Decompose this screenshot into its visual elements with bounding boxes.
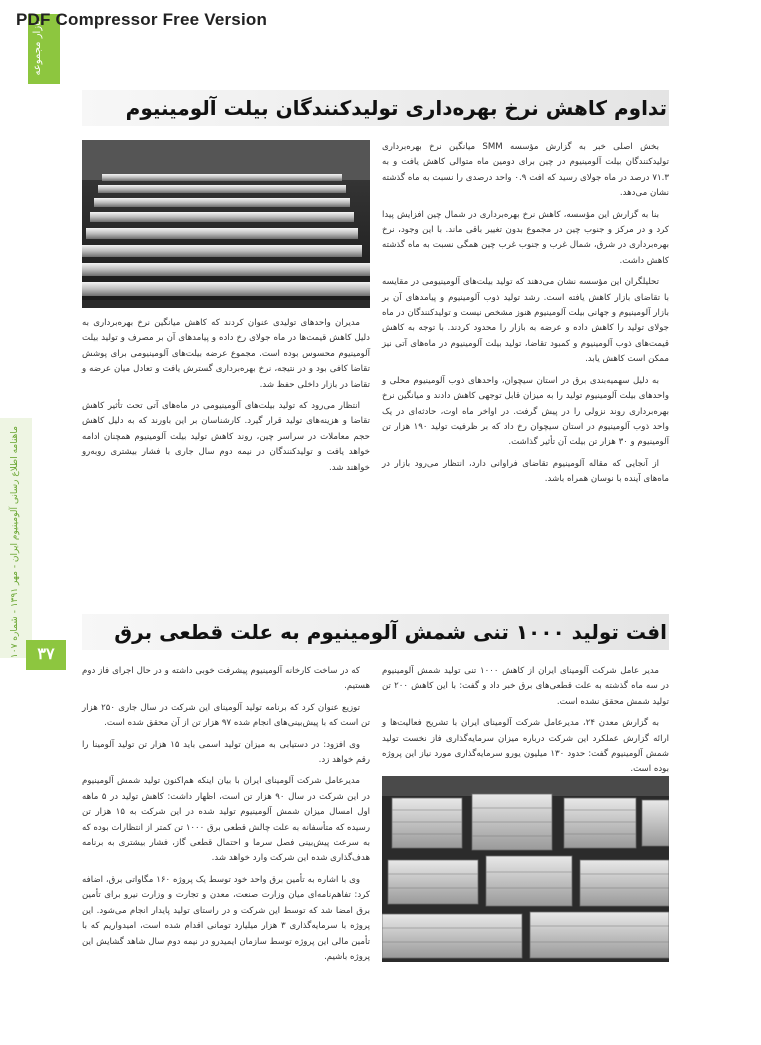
article1-paragraph: از آنجایی که مقاله آلومینیوم تقاضای فراوانی دارد، انتظار می‌رود بازار در ماه‌های آینده با نوسان همراه باشد.: [382, 458, 669, 485]
article1-paragraph: بخش اصلی خبر به گزارش مؤسسه SMM میانگین نرخ بهره‌برداری تولیدکنندگان بیلت آلومینیوم در چین برای دومین ماه متوالی کاهش یافت و به ۷۱.۳ درصد در ماه جولای رسید که افت ۰.۹ واحد درصدی را نسبت به ماه گذشته نشان می‌دهد.: [382, 142, 669, 199]
article1-left-column: [82, 316, 370, 482]
article1-paragraph: بنا به گزارش این مؤسسه، کاهش نرخ بهره‌برداری در شمال چین افزایش پیدا کرد و در مرکز و جنوب چین در مجموع بدون تغییر باقی ماند. با این وجود، نرخ بهره‌برداری در شرق، شمال غرب و جنوب غرب چین همگی نسبت به ماه گذشته کاهش داشت.: [382, 209, 669, 266]
article1-title: تداوم کاهش نرخ بهره‌داری تولیدکنندگان بیلت آلومینیوم: [125, 96, 667, 120]
article2-paragraph: به گزارش معدن ۲۴، مدیرعامل شرکت آلومینای ایران با تشریح فعالیت‌ها و ارائه گزارش عملکرد این شرکت درباره میزان سرمایه‌گذاری فاز نخست تولید شمش آلومینیوم گفت: حدود ۱۳۰ میلیون یورو سرمایه‌گذاری مورد نیاز این پروژه بوده است.: [382, 718, 669, 775]
article2-paragraph: مدیر عامل شرکت آلومینای ایران از کاهش ۱۰۰۰ تنی تولید شمش آلومینیوم در سه ماه گذشته به علت قطعی‌های برق خبر داد و گفت: با این کاهش ۲۰۰ تن تولید شمش محقق نشده است.: [382, 666, 669, 707]
article1-left-paragraph: مدیران واحدهای تولیدی عنوان کردند که کاهش میانگین نرخ بهره‌برداری به دلیل کاهش قیمت‌ها در ماه جولای رخ داده و پیامدهای آن بر مصرف و تولید بیلت آلومینیوم محسوس بوده است. مجموع عرضه بیلت‌های آلومینیومی برای پوشش تقاضا کافی بود و در نتیجه، نرخ بهره‌برداری گسترش یافت و تعادل میان عرضه و تقاضا در بازار داخلی حفظ شد.: [82, 318, 370, 390]
section-tab-label: بازار مجموعه: [32, 20, 43, 76]
billets-photo: [82, 140, 370, 308]
page-number: ۳۷: [26, 640, 66, 670]
article2-left-paragraph: توزیع عنوان کرد که برنامه تولید آلومینای این شرکت در سال جاری ۲۵۰ هزار تن است که با پیش‌بینی‌های انجام شده ۹۷ هزار تن از آن محقق شده است.: [82, 702, 370, 729]
article1-right-column: [382, 140, 669, 494]
article1-left-paragraph: انتظار می‌رود که تولید بیلت‌های آلومینیومی در ماه‌های آتی تحت تأثیر کاهش تقاضا و هزینه‌های تولید قرار گیرد. کارشناسان بر این باورند که به دلیل کاهش حجم معاملات در سراسر چین، روند کاهش تولید بیلت آلومینیوم همچنان ادامه خواهد یافت و تولیدکنندگان در نیمه دوم سال جاری با فشار بیشتری روبه‌رو خواهند شد.: [82, 401, 370, 473]
article2-left-paragraph: وی افزود: در دستیابی به میزان تولید اسمی باید ۱۵ هزار تن تولید آلومینا را رقم خواهد زد.: [82, 739, 370, 766]
article2-title: افت تولید ۱۰۰۰ تنی شمش آلومینیوم به علت قطعی برق: [114, 620, 667, 644]
article2-left-paragraph: که در ساخت کارخانه آلومینیوم پیشرفت خوبی داشته و در حال اجرای فاز دوم هستیم.: [82, 666, 370, 692]
side-strip: [0, 418, 32, 658]
article1-paragraph: تحلیلگران این مؤسسه نشان می‌دهند که تولید بیلت‌های آلومینیومی در مقایسه با تقاضای بازار کاهش یافته است. رشد تولید ذوب آلومینیوم و پیامدهای آن بر بازار آلومینیوم و جهانی بیلت آلومینیوم هنوز مشخص نیست و تولیدکنندگان در ماه جولای تولید را کاهش داده و عرضه به بازار را محدود کردند. با توجه به کاهش قیمت‌های ذوب آلومینیوم و کمبود تقاضا، تولید بیلت آلومینیوم در ماه‌های آتی نیز ممکن است کاهش یابد.: [382, 277, 669, 365]
article1-paragraph: به دلیل سهمیه‌بندی برق در استان سیچوان، واحدهای ذوب آلومینیوم محلی و واحدهای بیلت آلومینیوم تولید را به میزان قابل توجهی کاهش دادند و میانگین نرخ بهره‌برداری روند نزولی را در پیش گرفت. در اواخر ماه اوت، حادثه‌ای در یک واحد ذوب آلومینیوم در استان سیچوان رخ داد که بر ظرفیت تولید ۱۹۰ هزار تن آلومینیوم و ۳۰ هزار تن بیلت آن تأثیر گذاشت.: [382, 375, 669, 448]
pdf-watermark: PDF Compressor Free Version: [16, 10, 268, 29]
article2-right-column: [382, 664, 669, 784]
article2-left-paragraph: وی با اشاره به تأمین برق واحد خود توسط یک پروژه ۱۶۰ مگاواتی برق، اضافه کرد: تفاهم‌نامه‌ای میان وزارت صنعت، معدن و تجارت و وزارت نیرو برای تأمین برق امضا شد که توسط این شرکت و در راستای تولید پایدار انجام می‌شود. این پروژه با سرمایه‌گذاری ۳ هزار میلیارد تومانی اقدام شده است، امیدواریم که با تأمین مالی این پروژه توسط سازمان ایمیدرو در نیمه دوم سال شاهد گشایش این پروژه باشیم.: [82, 874, 370, 962]
article2-left-column: [82, 664, 370, 971]
article2-left-paragraph: مدیرعامل شرکت آلومینای ایران با بیان اینکه هم‌اکنون تولید شمش آلومینیوم در این شرکت در سال ۹۰ هزار تن است، اظهار داشت: کاهش تولید در ۵ ماهه اول امسال میزان شمش آلومینیوم تولید شده در این شرکت به ۱۵ هزار تن رسیده که متأسفانه به علت چالش قطعی برق ۱۰۰۰ تن کمتر از انتظارات بوده که به سرعت پیش‌بینی فصل سرما و احتمال قطعی گاز، فشار بیشتری به برنامه هدف‌گذاری شده این شرکت وارد خواهد شد.: [82, 776, 370, 864]
ingots-photo: [382, 776, 669, 962]
side-strip-label: ماهنامه اطلاع رسانی آلومینیوم ایران - مهر ۱۳۹۱ - شماره ۱۰۷: [10, 426, 20, 659]
